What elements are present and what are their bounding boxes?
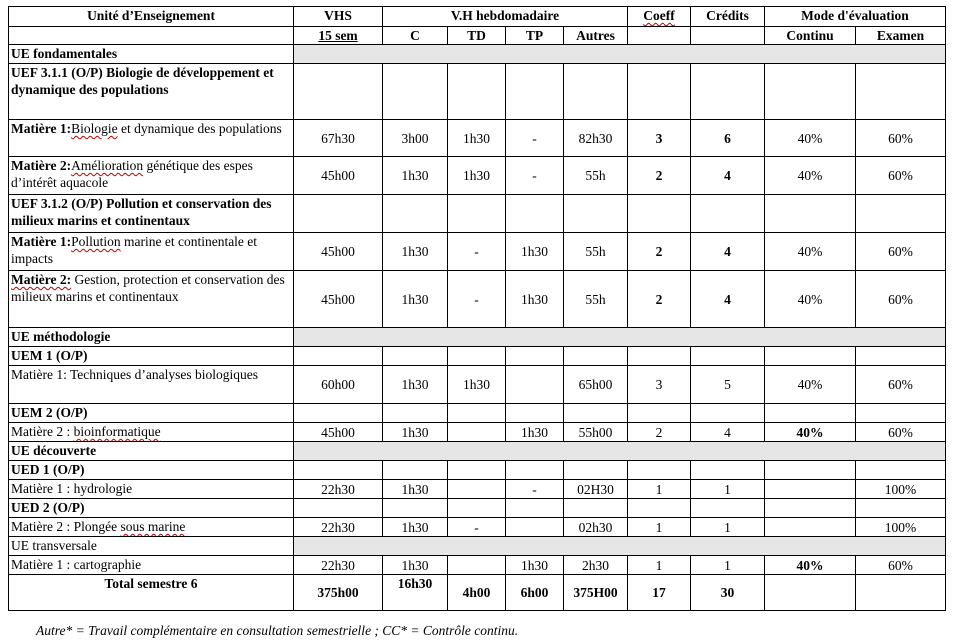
unit-uef1: UEF 3.1.1 (O/P) Biologie de développement et dynamique des populations	[9, 64, 294, 120]
cell-continu: 40%	[765, 271, 856, 328]
header-continu: Continu	[765, 27, 856, 45]
unit-row	[9, 64, 946, 120]
cell-continu	[765, 518, 856, 537]
cell-td: 1h30	[448, 120, 506, 157]
matiere-label: Matière 1 : hydrologie	[9, 480, 294, 499]
cell-c: 1h30	[383, 366, 448, 404]
cell-coeff: 2	[628, 423, 691, 442]
cell-tp: 1h30	[506, 271, 564, 328]
table-row	[9, 556, 946, 575]
header-c: C	[383, 27, 448, 45]
cell-td: -	[448, 271, 506, 328]
total-row	[9, 575, 946, 611]
cell-vhs: 45h00	[294, 423, 383, 442]
unit-row	[9, 461, 946, 480]
cell-autres: 82h30	[564, 120, 628, 157]
section-row	[9, 328, 946, 347]
unit-row	[9, 195, 946, 233]
cell-credits: 1	[691, 480, 765, 499]
cell-c: 1h30	[383, 271, 448, 328]
unit-uem1: UEM 1 (O/P)	[9, 347, 294, 366]
cell-tp: 1h30	[506, 233, 564, 271]
total-credits: 30	[691, 575, 765, 611]
cell-vhs: 45h00	[294, 233, 383, 271]
header-empty	[9, 27, 294, 45]
matiere-label: Matière 1:Pollution marine et continentale et impacts	[9, 233, 294, 271]
cell-autres: 55h	[564, 271, 628, 328]
header-autres: Autres	[564, 27, 628, 45]
total-vhs: 375h00	[294, 575, 383, 611]
cell-vhs: 22h30	[294, 556, 383, 575]
cell-vhs: 45h00	[294, 271, 383, 328]
table-row	[9, 157, 946, 195]
header-examen: Examen	[856, 27, 946, 45]
cell-c: 1h30	[383, 233, 448, 271]
cell-examen: 60%	[856, 271, 946, 328]
table-row	[9, 366, 946, 404]
footnote: Autre* = Travail complémentaire en consultation semestrielle ; CC* = Contrôle continu.	[36, 623, 519, 638]
matiere-label: Matière 2:Amélioration génétique des espes d’intérêt aquacole	[9, 157, 294, 195]
cell-credits: 1	[691, 518, 765, 537]
cell-tp: -	[506, 120, 564, 157]
cell-c: 1h30	[383, 556, 448, 575]
cell-c: 3h00	[383, 120, 448, 157]
table-row	[9, 233, 946, 271]
total-autres: 375H00	[564, 575, 628, 611]
cell-td: 1h30	[448, 366, 506, 404]
cell-coeff: 1	[628, 480, 691, 499]
total-label: Total semestre 6	[9, 575, 294, 611]
cell-td	[448, 480, 506, 499]
matiere-label: Matière 1:Biologie et dynamique des populations	[9, 120, 294, 157]
header-tp: TP	[506, 27, 564, 45]
cell-autres: 65h00	[564, 366, 628, 404]
table-row	[9, 480, 946, 499]
header-ue: Unité d’Enseignement	[9, 7, 294, 27]
cell-coeff: 2	[628, 271, 691, 328]
unit-row	[9, 347, 946, 366]
header-vh-hebdo: V.H hebdomadaire	[383, 7, 628, 27]
cell-continu: 40%	[765, 120, 856, 157]
matiere-label: Matière 1: Techniques d’analyses biologiques	[9, 366, 294, 404]
cell-vhs: 22h30	[294, 518, 383, 537]
table-row	[9, 423, 946, 442]
cell-td: -	[448, 518, 506, 537]
cell-coeff: 1	[628, 556, 691, 575]
cell-examen: 60%	[856, 233, 946, 271]
unit-row	[9, 404, 946, 423]
unit-ued2: UED 2 (O/P)	[9, 499, 294, 518]
matiere-label: Matière 2 : Plongée sous marine	[9, 518, 294, 537]
cell-tp	[506, 518, 564, 537]
cell-coeff: 2	[628, 233, 691, 271]
cell-tp: 1h30	[506, 423, 564, 442]
cell-autres: 55h	[564, 157, 628, 195]
cell-examen: 100%	[856, 480, 946, 499]
header-vhs-sub: 15 sem	[294, 27, 383, 45]
header-td: TD	[448, 27, 506, 45]
cell-credits: 4	[691, 423, 765, 442]
table-row	[9, 271, 946, 328]
unit-ued1: UED 1 (O/P)	[9, 461, 294, 480]
header-empty	[628, 27, 691, 45]
cell-td	[448, 556, 506, 575]
cell-continu: 40%	[765, 233, 856, 271]
cell-c: 1h30	[383, 480, 448, 499]
cell-tp: 1h30	[506, 556, 564, 575]
header-mode: Mode d'évaluation	[765, 7, 946, 27]
section-fondamentales: UE fondamentales	[9, 45, 294, 64]
cell-continu	[765, 480, 856, 499]
cell-examen: 60%	[856, 556, 946, 575]
cell-autres: 55h	[564, 233, 628, 271]
header-vhs: VHS	[294, 7, 383, 27]
cell-examen: 60%	[856, 423, 946, 442]
cell-examen: 100%	[856, 518, 946, 537]
matiere-label: Matière 2: Gestion, protection et conservation des milieux marins et continentaux	[9, 271, 294, 328]
cell-c: 1h30	[383, 157, 448, 195]
matiere-label: Matière 1 : cartographie	[9, 556, 294, 575]
header-coeff: Coeff	[628, 7, 691, 27]
cell-credits: 4	[691, 271, 765, 328]
unit-uef2: UEF 3.1.2 (O/P) Pollution et conservation des milieux marins et continentaux	[9, 195, 294, 233]
curriculum-table	[8, 6, 946, 611]
cell-td	[448, 423, 506, 442]
header-empty	[691, 27, 765, 45]
header-row-2	[9, 27, 946, 45]
cell-vhs: 60h00	[294, 366, 383, 404]
cell-examen: 60%	[856, 120, 946, 157]
cell-tp	[506, 366, 564, 404]
cell-c: 1h30	[383, 518, 448, 537]
total-td: 4h00	[448, 575, 506, 611]
cell-coeff: 1	[628, 518, 691, 537]
cell-continu: 40%	[765, 366, 856, 404]
section-row	[9, 45, 946, 64]
header-credits: Crédits	[691, 7, 765, 27]
header-row-1	[9, 7, 946, 27]
cell-credits: 5	[691, 366, 765, 404]
matiere-label: Matière 2 : bioinformatique	[9, 423, 294, 442]
cell-credits: 4	[691, 157, 765, 195]
total-coeff: 17	[628, 575, 691, 611]
section-row	[9, 442, 946, 461]
cell-td: -	[448, 233, 506, 271]
cell-continu: 40%	[765, 157, 856, 195]
cell-vhs: 45h00	[294, 157, 383, 195]
total-tp: 6h00	[506, 575, 564, 611]
cell-coeff: 3	[628, 120, 691, 157]
cell-vhs: 67h30	[294, 120, 383, 157]
cell-coeff: 3	[628, 366, 691, 404]
cell-autres: 02h30	[564, 518, 628, 537]
table-row	[9, 120, 946, 157]
cell-examen: 60%	[856, 366, 946, 404]
cell-credits: 1	[691, 556, 765, 575]
total-c: 16h30	[383, 575, 448, 611]
cell-credits: 6	[691, 120, 765, 157]
cell-td: 1h30	[448, 157, 506, 195]
section-methodologie: UE méthodologie	[9, 328, 294, 347]
cell-coeff: 2	[628, 157, 691, 195]
cell-continu: 40%	[765, 556, 856, 575]
section-decouverte: UE découverte	[9, 442, 294, 461]
cell-autres: 02H30	[564, 480, 628, 499]
cell-autres: 2h30	[564, 556, 628, 575]
cell-tp: -	[506, 480, 564, 499]
unit-row	[9, 499, 946, 518]
unit-uem2: UEM 2 (O/P)	[9, 404, 294, 423]
cell-examen: 60%	[856, 157, 946, 195]
section-transversale: UE transversale	[9, 537, 294, 556]
section-row	[9, 537, 946, 556]
cell-tp: -	[506, 157, 564, 195]
cell-continu: 40%	[765, 423, 856, 442]
cell-vhs: 22h30	[294, 480, 383, 499]
cell-autres: 55h00	[564, 423, 628, 442]
cell-credits: 4	[691, 233, 765, 271]
table-row	[9, 518, 946, 537]
cell-c: 1h30	[383, 423, 448, 442]
